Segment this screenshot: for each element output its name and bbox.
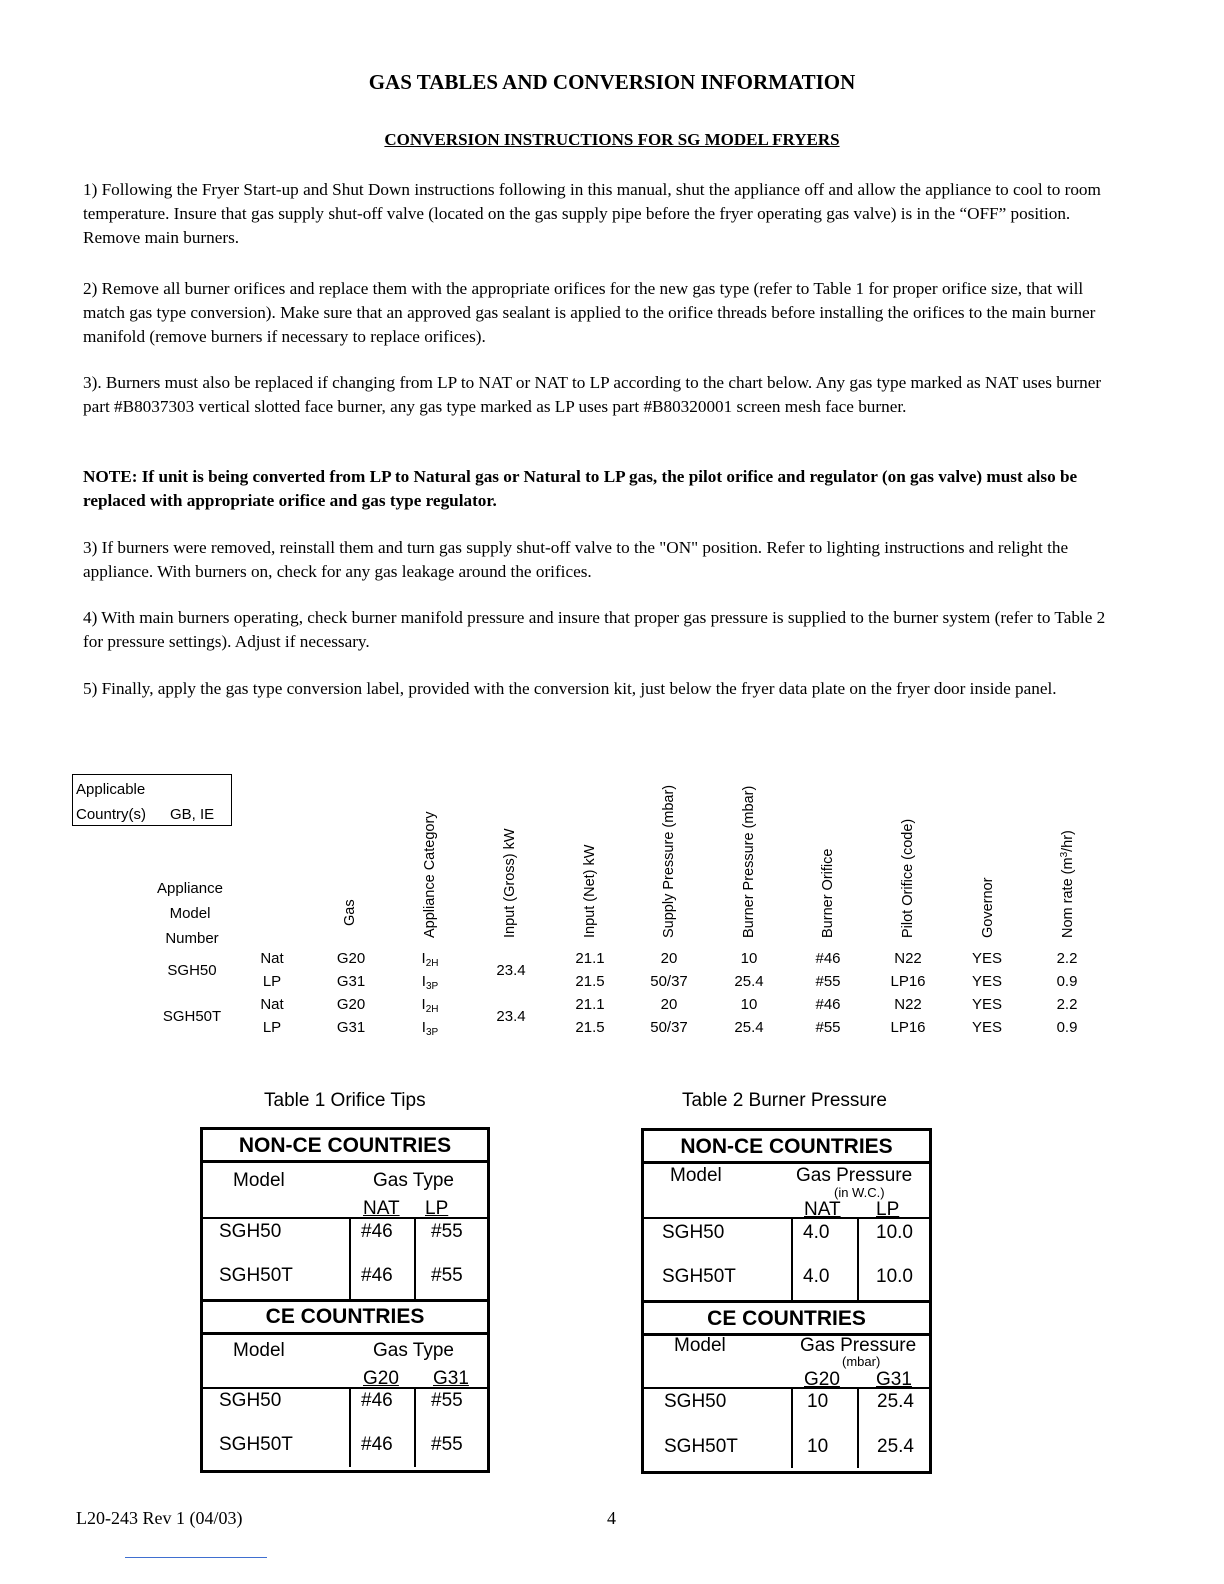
country-label: Country(s) [76, 806, 147, 823]
table2-nonce-row1-model: SGH50 [662, 1222, 725, 1243]
model-sgh50t: SGH50T [162, 1008, 222, 1025]
table2-nonce-row1-b: 10.0 [876, 1222, 913, 1243]
spec-row2-supply-pressure: 50/37 [650, 973, 688, 990]
spec-row3-governor: YES [971, 996, 1003, 1013]
header-burner-orifice: Burner Orifice [820, 848, 836, 938]
page-title: GAS TABLES AND CONVERSION INFORMATION [368, 70, 856, 94]
table2-ce-row1-a: 10 [807, 1391, 829, 1412]
spec-row3-pilot-orifice: N22 [894, 996, 922, 1013]
table1-ce-col-b: G31 [433, 1368, 469, 1389]
table1-vline [349, 1387, 351, 1467]
table1-vline [414, 1217, 416, 1299]
table2-ce-col-b: G31 [876, 1369, 912, 1390]
model-label-line1: Appliance [157, 880, 223, 897]
spec-row2-gas-code: G31 [336, 973, 366, 990]
table1-nonce-row2-model: SGH50T [219, 1265, 293, 1286]
spec-row1-supply-pressure: 20 [660, 950, 678, 967]
table2-ce-row2-model: SGH50T [664, 1436, 738, 1457]
header-supply-pressure: Supply Pressure (mbar) [661, 784, 677, 938]
table1-ce-model-label: Model [233, 1340, 285, 1361]
spec-row2-governor: YES [971, 973, 1003, 990]
table1-divider [203, 1217, 487, 1219]
table1-nonce-col-a: NAT [363, 1198, 400, 1219]
table2-nonce-row2-model: SGH50T [662, 1266, 736, 1287]
table2-vline [857, 1217, 859, 1300]
table1-vline [349, 1217, 351, 1299]
spec-row4-burner-orifice: #55 [815, 1019, 841, 1036]
spec-row1-pilot-orifice: N22 [894, 950, 922, 967]
spec-row1-burner-pressure: 10 [740, 950, 758, 967]
table2-vline [791, 1217, 793, 1300]
table1-ce-row1-model: SGH50 [219, 1390, 282, 1411]
spec-row1-appliance-category: $I_{2H}$ [421, 950, 439, 969]
instruction-step-4: 4) With main burners operating, check burner manifold pressure and insure that proper gas pressure is supplied to the burner system (refer to Table 2 for pressure settings). Adjust if necessary. [83, 608, 1106, 651]
table1-nonce-gas-label: Gas Type [373, 1170, 454, 1191]
table2-vline [791, 1387, 793, 1468]
table1-ce-col-a: G20 [363, 1368, 399, 1389]
spec-row2-burner-orifice: #55 [815, 973, 841, 990]
table2-divider [644, 1217, 929, 1219]
table2-nonce-col-b: LP [876, 1199, 900, 1220]
spec-row3-nom-rate: 2.2 [1056, 996, 1078, 1013]
table1-nonce-row2-b: #55 [431, 1265, 463, 1286]
header-input-net: Input (Net) kW [582, 844, 598, 938]
spec-row3-gas-type: Nat [260, 996, 284, 1013]
spec-row1-gas-code: G20 [336, 950, 366, 967]
table1-ce-header: CE COUNTRIES [203, 1299, 487, 1335]
table2-nonce-row1-a: 4.0 [803, 1222, 830, 1243]
instruction-step-3: 3). Burners must also be replaced if changing from LP to NAT or NAT to LP according to the chart below. Any gas type marked as NAT uses burner part #B8037303 vertical slotted face burner, any gas type marked as LP uses part #B80320001 screen mesh face burner. [83, 373, 1102, 416]
spec-row1-gas-type: Nat [260, 950, 284, 967]
table2-ce-col-a: G20 [804, 1369, 840, 1390]
table2-nonce-header: NON-CE COUNTRIES [644, 1131, 929, 1164]
spec-row4-appliance-category: $I_{3P}$ [421, 1019, 439, 1038]
spec-row4-input-net: 21.5 [575, 1019, 605, 1036]
header-burner-pressure: Burner Pressure (mbar) [741, 785, 757, 938]
spec-row2-burner-pressure: 25.4 [734, 973, 764, 990]
spec-row1-input-net: 21.1 [575, 950, 605, 967]
header-governor: Governor [980, 877, 996, 938]
header-input-gross: Input (Gross) kW [502, 828, 518, 938]
spec-row2-input-net: 21.5 [575, 973, 605, 990]
table1-ce-gas-label: Gas Type [373, 1340, 454, 1361]
spec-row4-supply-pressure: 50/37 [650, 1019, 688, 1036]
table2-divider [644, 1387, 929, 1389]
table2-nonce-model-label: Model [670, 1165, 722, 1186]
table2-ce-row1-b: 25.4 [877, 1391, 914, 1412]
table1-divider [203, 1387, 487, 1389]
spec-row4-gas-code: G31 [336, 1019, 366, 1036]
table1-nonce-row2-a: #46 [361, 1265, 393, 1286]
applicable-label: Applicable [76, 781, 146, 798]
table2-nonce-col-a: NAT [804, 1199, 841, 1220]
spec-row2-gas-type: LP [262, 973, 282, 990]
spec-row3-gas-code: G20 [336, 996, 366, 1013]
table1-ce-row2-a: #46 [361, 1434, 393, 1455]
spec-row1-governor: YES [971, 950, 1003, 967]
spec-row3-input-net: 21.1 [575, 996, 605, 1013]
spec-row3-supply-pressure: 20 [660, 996, 678, 1013]
table1-caption: Table 1 Orifice Tips [264, 1090, 426, 1111]
country-values: GB, IE [170, 806, 215, 823]
table2-caption: Table 2 Burner Pressure [682, 1090, 887, 1111]
table2-ce-gas-label: Gas Pressure [800, 1335, 917, 1356]
page-number: 4 [607, 1508, 616, 1528]
table2-ce-row2-b: 25.4 [877, 1436, 914, 1457]
model-label-line2: Model [169, 905, 211, 922]
table1-nonce-row1-b: #55 [431, 1221, 463, 1242]
table1-vline [414, 1387, 416, 1467]
spec-row4-pilot-orifice: LP16 [890, 1019, 926, 1036]
header-gas: Gas [342, 899, 358, 926]
spec-row3-burner-pressure: 10 [740, 996, 758, 1013]
table2-vline [857, 1387, 859, 1468]
table2-ce-header: CE COUNTRIES [644, 1300, 929, 1336]
spec-row1-burner-orifice: #46 [815, 950, 841, 967]
page-subtitle: CONVERSION INSTRUCTIONS FOR SG MODEL FRYERS [384, 130, 840, 149]
header-nom-rate: Nom rate $(m^3/hr)$ [1059, 830, 1076, 938]
spec-row4-governor: YES [971, 1019, 1003, 1036]
table1-nonce-row1-model: SGH50 [219, 1221, 282, 1242]
table1-ce-row2-model: SGH50T [219, 1434, 293, 1455]
spec-row1-nom-rate: 2.2 [1056, 950, 1078, 967]
table2-ce-row1-model: SGH50 [664, 1391, 727, 1412]
table2-ce-model-label: Model [674, 1335, 726, 1356]
table2-burner-pressure [641, 1128, 932, 1474]
header-appliance-category: Appliance Category [422, 811, 438, 938]
table1-nonce-header: NON-CE COUNTRIES [203, 1130, 487, 1163]
spec-row4-nom-rate: 0.9 [1056, 1019, 1078, 1036]
table2-nonce-gas-label: Gas Pressure [796, 1165, 913, 1186]
table1-orifice-tips [200, 1127, 490, 1473]
instruction-note: NOTE: If unit is being converted from LP to Natural gas or Natural to LP gas, the pilot orifice and regulator (on gas valve) must also be replaced with appropriate orifice and gas type regulator. [83, 467, 1078, 510]
table2-nonce-unit: (in W.C.) [834, 1185, 885, 1200]
table2-ce-row2-a: 10 [807, 1436, 829, 1457]
input-gross-sgh50: 23.4 [496, 962, 526, 979]
table1-nonce-row1-a: #46 [361, 1221, 393, 1242]
table1-ce-row2-b: #55 [431, 1434, 463, 1455]
spec-row2-nom-rate: 0.9 [1056, 973, 1078, 990]
model-label-line3: Number [165, 930, 219, 947]
header-pilot-orifice: Pilot Orifice (code) [900, 818, 916, 938]
table1-ce-row1-a: #46 [361, 1390, 393, 1411]
table2-nonce-row2-b: 10.0 [876, 1266, 913, 1287]
instruction-step-5: 5) Finally, apply the gas type conversion label, provided with the conversion kit, just below the fryer data plate on the fryer door inside panel. [83, 679, 1057, 698]
table2-nonce-row2-a: 4.0 [803, 1266, 830, 1287]
table1-nonce-model-label: Model [233, 1170, 285, 1191]
table1-ce-row1-b: #55 [431, 1390, 463, 1411]
input-gross-sgh50t: 23.4 [496, 1008, 526, 1025]
spec-row4-burner-pressure: 25.4 [734, 1019, 764, 1036]
doc-code: L20-243 Rev 1 (04/03) [76, 1508, 243, 1528]
instruction-step-2: 2) Remove all burner orifices and replace them with the appropriate orifices for the new gas type (refer to Table 1 for proper orifice size, that will match gas type conversion). Make sure that an approved gas sealant is applied to the orifice threads before installing the orifices to the main burner manifold (remove burners if necessary to replace orifices). [83, 279, 1096, 346]
spec-row2-pilot-orifice: LP16 [890, 973, 926, 990]
instruction-step-3b: 3) If burners were removed, reinstall them and turn gas supply shut-off valve to the "ON" position. Refer to lighting instructions and relight the appliance. With burners on, check for any gas leakage around the orifices. [83, 538, 1069, 581]
instruction-step-1: 1) Following the Fryer Start-up and Shut Down instructions following in this manual, shut the appliance off and allow the appliance to cool to room temperature. Insure that gas supply shut-off valve (located on the gas supply pipe before the fryer operating gas valve) is in the “OFF” position. Remove main burners. [83, 180, 1101, 247]
spec-row3-burner-orifice: #46 [815, 996, 841, 1013]
spec-row2-appliance-category: $I_{3P}$ [421, 973, 439, 992]
table2-ce-unit: (mbar) [842, 1354, 881, 1369]
footer-divider [125, 1557, 267, 1558]
spec-row3-appliance-category: $I_{2H}$ [421, 996, 439, 1015]
spec-row4-gas-type: LP [262, 1019, 282, 1036]
model-sgh50: SGH50 [167, 962, 217, 979]
table1-nonce-col-b: LP [425, 1198, 449, 1219]
